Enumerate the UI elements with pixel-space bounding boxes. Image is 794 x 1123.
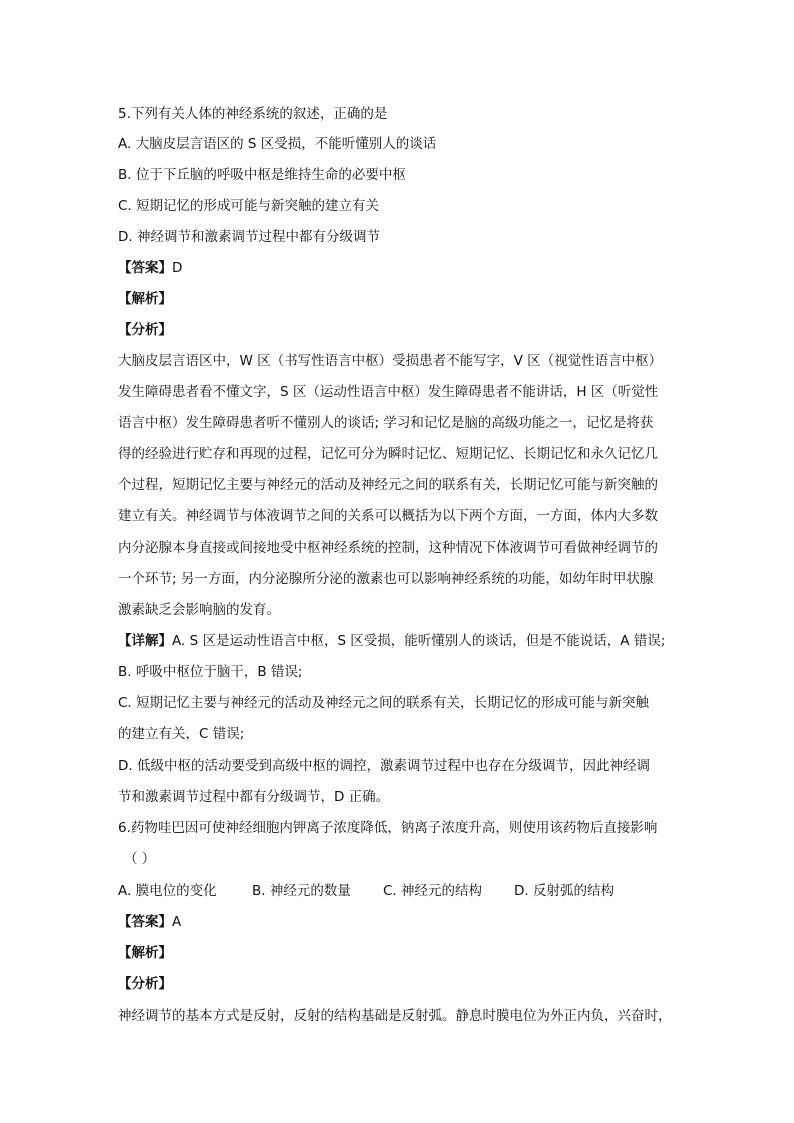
analysis-line: 发生障碍患者看不懂文字，S 区（运动性语言中枢）发生障碍患者不能讲话，H 区（听觉性 (118, 384, 659, 400)
answer-value: A (172, 914, 182, 930)
question-6-analysis-line: 神经调节的基本方式是反射，反射的结构基础是反射弧。静息时膜电位为外正内负，兴奋时， (118, 1008, 672, 1024)
analysis-line: 激素缺乏会影响脑的发育。 (118, 602, 280, 618)
detail-text: A. S 区是运动性语言中枢，S 区受损，能听懂别人的谈话，但是不能说话，A 错误; (172, 633, 666, 649)
question-5-option-a: A. 大脑皮层言语区的 S 区受损，不能听懂别人的谈话 (118, 136, 437, 152)
question-5-answer (118, 258, 182, 278)
question-6-option-c: C. 神经元的结构 (383, 883, 483, 899)
question-5-stem: 5.下列有关人体的神经系统的叙述，正确的是 (118, 106, 388, 122)
question-6-blank: （ ） (124, 851, 156, 867)
question-6-options (118, 881, 614, 901)
detail-line: C. 短期记忆主要与神经元的活动及神经元之间的联系有关，长期记忆的形成可能与新突触 (118, 695, 650, 711)
analysis-line: 一个环节; 另一方面，内分泌腺所分泌的激素也可以影响神经系统的功能，如幼年时甲状腺 (118, 571, 654, 587)
question-5-option-d: D. 神经调节和激素调节过程中都有分级调节 (118, 229, 380, 245)
detail-line: B. 呼吸中枢位于脑干，B 错误; (118, 664, 303, 680)
question-6-answer (118, 912, 181, 932)
question-6-option-d: D. 反射弧的结构 (514, 883, 614, 899)
detail-line: 的建立有关，C 错误; (118, 726, 245, 742)
detail-line: D. 低级中枢的活动要受到高级中枢的调控，激素调节过程中也存在分级调节，因此神经调 (118, 758, 650, 774)
analysis-line: 大脑皮层言语区中，W 区（书写性语言中枢）受损患者不能写字，V 区（视觉性语言中枢） (118, 353, 663, 369)
answer-label: 【答案】 (118, 260, 172, 276)
detail-label: 【详解】 (118, 633, 172, 649)
answer-label: 【答案】 (118, 914, 172, 930)
analysis-line: 建立有关。神经调节与体液调节之间的关系可以概括为以下两个方面，一方面，体内大多数 (118, 508, 658, 524)
question-5-fenxi-label: 【分析】 (118, 322, 172, 338)
analysis-line: 个过程，短期记忆主要与神经元的活动及神经元之间的联系有关，长期记忆可能与新突触的 (118, 477, 658, 493)
answer-value: D (172, 260, 183, 276)
question-6-stem: 6.药物哇巴因可使神经细胞内钾离子浓度降低，钠离子浓度升高，则使用该药物后直接影响 (118, 820, 658, 836)
detail-line: 节和激素调节过程中都有分级调节，D 正确。 (118, 789, 390, 805)
question-6-option-b: B. 神经元的数量 (252, 883, 351, 899)
analysis-line: 得的经验进行贮存和再现的过程，记忆可分为瞬时记忆、短期记忆、长期记忆和永久记忆几 (118, 446, 658, 462)
detail-line (118, 631, 665, 651)
analysis-line: 内分泌腺本身直接或间接地受中枢神经系统的控制，这种情况下体液调节可看做神经调节的 (118, 540, 658, 556)
question-5-option-c: C. 短期记忆的形成可能与新突触的建立有关 (118, 198, 380, 214)
question-6-fenxi-label: 【分析】 (118, 976, 172, 992)
question-5-option-b: B. 位于下丘脑的呼吸中枢是维持生命的必要中枢 (118, 167, 406, 183)
question-5-jiexi-label: 【解析】 (118, 291, 172, 307)
question-6-option-a: A. 膜电位的变化 (118, 883, 217, 899)
question-6-jiexi-label: 【解析】 (118, 945, 172, 961)
analysis-line: 语言中枢）发生障碍患者听不懂别人的谈话; 学习和记忆是脑的高级功能之一，记忆是将获 (118, 415, 654, 431)
